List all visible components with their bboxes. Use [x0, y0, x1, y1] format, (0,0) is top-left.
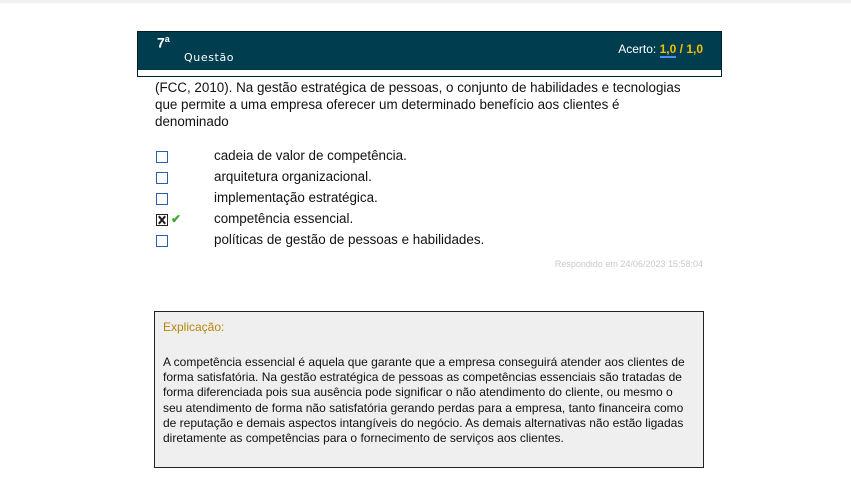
option-text: cadeia de valor de competência.: [214, 148, 407, 163]
option-text: competência essencial.: [214, 211, 354, 226]
score-max: 1,0: [686, 42, 703, 56]
checkbox-checked-icon[interactable]: [156, 214, 168, 226]
top-divider: [0, 0, 851, 3]
question-label: Questão: [184, 51, 235, 64]
option-text: políticas de gestão de pessoas e habilidades.: [214, 232, 485, 247]
checkbox-unchecked-icon[interactable]: [156, 172, 168, 184]
score: [618, 42, 703, 56]
score-separator: /: [676, 42, 687, 56]
explanation-title: Explicação:: [163, 320, 225, 334]
option-text: implementação estratégica.: [214, 190, 378, 205]
explanation-box: [154, 311, 704, 468]
checkbox-unchecked-icon[interactable]: [156, 193, 168, 205]
score-label: Acerto:: [618, 42, 657, 56]
question-text: (FCC, 2010). Na gestão estratégica de pessoas, o conjunto de habilidades e tecnologias que permite a uma empresa oferecer um determinado benefício aos clientes é denominado: [155, 80, 681, 129]
correct-check-icon: ✔: [171, 212, 182, 226]
option-text: arquitetura organizacional.: [214, 169, 372, 184]
checkbox-unchecked-icon[interactable]: [156, 235, 168, 247]
header-bottom-bar: [137, 70, 722, 77]
score-value: 1,0: [659, 42, 677, 56]
answered-timestamp: Respondido em 24/06/2023 15:58:04: [554, 259, 703, 269]
checkbox-unchecked-icon[interactable]: [156, 151, 168, 163]
explanation-text: A competência essencial é aquela que garante que a empresa conseguirá atender aos clientes de forma satisfatória. Na gestão estratégica de pessoas as competências essenciais são tratadas de forma diferenciada pois sua ausência pode significar o não atendimento do cliente, ou mesmo o seu atendimento de forma não satisfatória gerando perdas para a empresa, tanto financeira como de reputação e demais aspectos intangíveis do negócio. As demais alternativas não estão ligadas diretamente as competências para o fornecimento de serviços aos clientes.: [163, 355, 685, 446]
question-number: 7$^a$: [157, 34, 170, 51]
